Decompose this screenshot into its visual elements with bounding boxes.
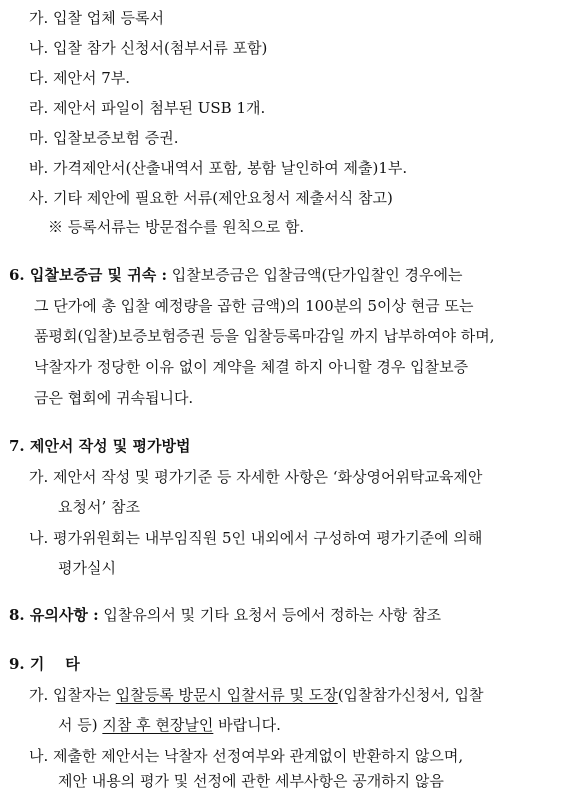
- section-6-text: 낙찰자가 정당한 이유 없이 계약을 체결 하지 아니할 경우 입찰보증: [34, 358, 469, 376]
- underlined-text: 입찰등록 방문시 입찰서류 및 도장: [115, 686, 338, 704]
- section-6-text: 그 단가에 총 입찰 예정량을 곱한 금액)의 100분의 5이상 현금 또는: [34, 297, 474, 315]
- section-9-item-a-cont: 서 등) 지참 후 현장날인 바랍니다.: [58, 716, 281, 734]
- section-6-first-line: [9, 265, 462, 285]
- section-9-item-a: 가. 입찰자는 입찰등록 방문시 입찰서류 및 도장(입찰참가신청서, 입찰: [29, 686, 484, 704]
- registration-note: ※ 등록서류는 방문접수를 원칙으로 함.: [48, 218, 305, 236]
- section-9-item-b-cont: 제안 내용의 평가 및 선정에 관한 세부사항은 공개하지 않음: [58, 772, 444, 790]
- list-item: 바. 가격제안서(산출내역서 포함, 봉함 날인하여 제출)1부.: [29, 159, 408, 177]
- list-item: 마. 입찰보증보험 증권.: [29, 129, 179, 147]
- section-7-item: 평가실시: [58, 559, 116, 577]
- section-7-item: 나. 평가위원회는 내부임직원 5인 내외에서 구성하여 평가기준에 의해: [29, 529, 483, 547]
- section-9-heading: 9. 기 타: [9, 655, 80, 673]
- section-6-text: 품평회(입찰)보증보험증권 등을 입찰등록마감일 까지 납부하여야 하며,: [34, 327, 495, 345]
- section-8-line: [9, 605, 441, 625]
- section-7-item: 가. 제안서 작성 및 평가기준 등 자세한 사항은 ‘화상영어위탁교육제안: [29, 468, 483, 486]
- section-6-text: 금은 협회에 귀속됩니다.: [34, 389, 194, 407]
- list-item: 라. 제안서 파일이 첨부된 USB 1개.: [29, 99, 266, 117]
- underlined-text: 지참 후 현장날인: [102, 716, 214, 734]
- section-6-heading: 6. 입찰보증금 및 귀속 :: [9, 266, 168, 284]
- section-7-heading: 7. 제안서 작성 및 평가방법: [9, 437, 191, 455]
- section-8-heading: 8. 유의사항 :: [9, 606, 99, 624]
- list-item: 다. 제안서 7부.: [29, 69, 131, 87]
- list-item: 가. 입찰 업체 등록서: [29, 9, 164, 27]
- section-6-text: 입찰보증금은 입찰금액(단가입찰인 경우에는: [167, 266, 463, 284]
- section-7-item: 요청서’ 참조: [58, 498, 140, 516]
- section-9-item-b: 나. 제출한 제안서는 낙찰자 선정여부와 관계없이 반환하지 않으며,: [29, 747, 464, 765]
- section-8-text: 입찰유의서 및 기타 요청서 등에서 정하는 사항 참조: [98, 606, 442, 624]
- list-item: 나. 입찰 참가 신청서(첨부서류 포함): [29, 39, 268, 57]
- list-item: 사. 기타 제안에 필요한 서류(제안요청서 제출서식 참고): [29, 189, 393, 207]
